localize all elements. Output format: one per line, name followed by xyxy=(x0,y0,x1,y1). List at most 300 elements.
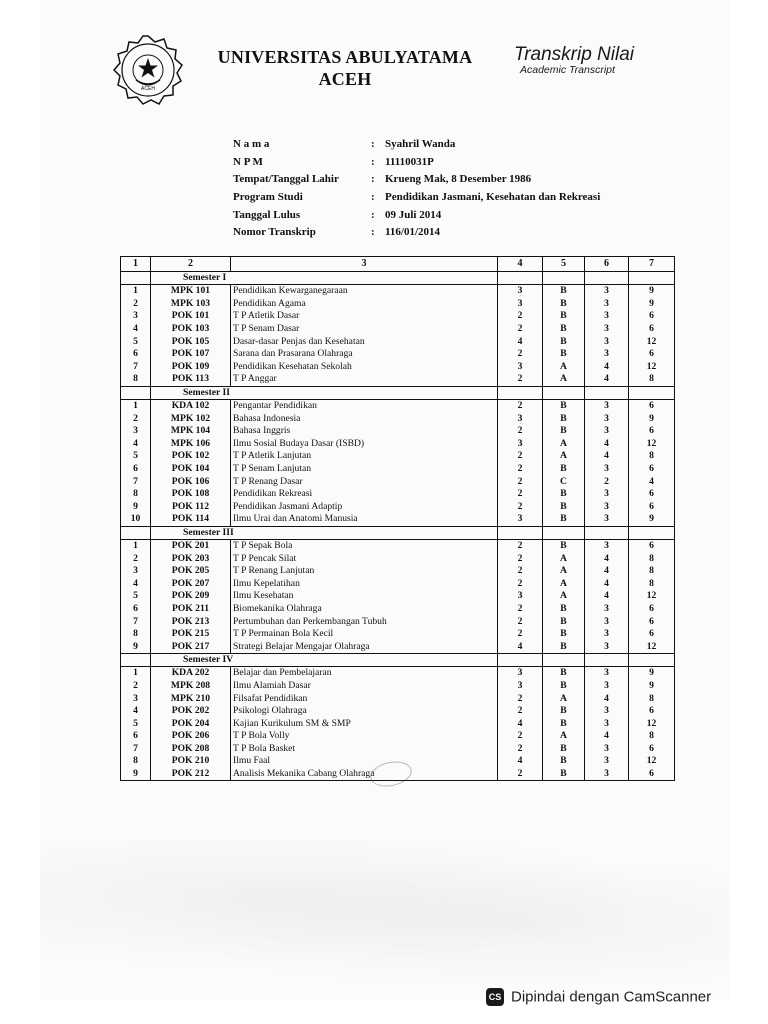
semester-title: Semester I xyxy=(151,272,498,285)
grade-point: 4 xyxy=(585,361,629,374)
info-value: 116/01/2014 xyxy=(385,226,441,239)
weighted-score: 6 xyxy=(629,425,675,438)
grade: B xyxy=(543,310,585,323)
grade: B xyxy=(543,501,585,514)
course-code: POK 211 xyxy=(151,603,231,616)
info-colon: : xyxy=(371,138,375,150)
grade: B xyxy=(543,603,585,616)
weighted-score: 8 xyxy=(629,730,675,743)
course-code: MPK 106 xyxy=(151,438,231,451)
weighted-score: 6 xyxy=(629,539,675,552)
row-number: 7 xyxy=(121,361,151,374)
info-label: N P M xyxy=(233,155,263,168)
credits: 2 xyxy=(498,488,543,501)
info-value: 11110031P xyxy=(385,155,434,168)
course-code: POK 105 xyxy=(151,335,231,348)
course-name: T P Senam Lanjutan xyxy=(231,463,498,476)
table-row xyxy=(121,348,675,361)
grade: B xyxy=(543,717,585,730)
weighted-score: 6 xyxy=(629,310,675,323)
weighted-score: 8 xyxy=(629,577,675,590)
credits: 2 xyxy=(498,577,543,590)
weighted-score: 6 xyxy=(629,615,675,628)
course-code: POK 209 xyxy=(151,590,231,603)
grade: B xyxy=(543,680,585,693)
course-name: Ilmu Sosial Budaya Dasar (ISBD) xyxy=(231,438,498,451)
weighted-score: 6 xyxy=(629,628,675,641)
grade-point: 3 xyxy=(585,615,629,628)
semester-header-row xyxy=(121,654,675,667)
course-code: POK 203 xyxy=(151,552,231,565)
credits: 3 xyxy=(498,361,543,374)
grade-point: 4 xyxy=(585,730,629,743)
camscanner-text: Dipindai dengan CamScanner xyxy=(511,988,712,1006)
course-code: POK 103 xyxy=(151,323,231,336)
table-row xyxy=(121,335,675,348)
credits: 2 xyxy=(498,475,543,488)
info-value: Pendidikan Jasmani, Kesehatan dan Rekreasi xyxy=(385,191,601,204)
course-code: MPK 210 xyxy=(151,692,231,705)
table-row xyxy=(121,285,675,298)
row-number: 10 xyxy=(121,513,151,526)
credits: 2 xyxy=(498,348,543,361)
grades-table xyxy=(120,256,675,781)
weighted-score: 12 xyxy=(629,755,675,768)
credits: 2 xyxy=(498,450,543,463)
weighted-score: 12 xyxy=(629,438,675,451)
university-name xyxy=(200,46,490,90)
row-number: 3 xyxy=(121,565,151,578)
course-code: POK 213 xyxy=(151,615,231,628)
credits: 4 xyxy=(498,717,543,730)
weighted-score: 6 xyxy=(629,603,675,616)
scan-shading xyxy=(40,840,730,980)
course-code: POK 109 xyxy=(151,361,231,374)
credits: 3 xyxy=(498,438,543,451)
row-number: 2 xyxy=(121,552,151,565)
grade: B xyxy=(543,488,585,501)
row-number: 9 xyxy=(121,640,151,653)
row-number: 5 xyxy=(121,590,151,603)
grade: B xyxy=(543,323,585,336)
grade-point: 4 xyxy=(585,565,629,578)
table-row xyxy=(121,640,675,653)
grade: B xyxy=(543,743,585,756)
grade: B xyxy=(543,463,585,476)
info-colon: : xyxy=(371,191,375,204)
weighted-score: 9 xyxy=(629,680,675,693)
grade-point: 3 xyxy=(585,667,629,680)
grade: A xyxy=(543,552,585,565)
university-seal-icon xyxy=(112,34,184,106)
course-code: POK 212 xyxy=(151,768,231,781)
course-name: Pendidikan Kesehatan Sekolah xyxy=(231,361,498,374)
transcript-title-block xyxy=(514,44,694,76)
row-number: 8 xyxy=(121,628,151,641)
grade: B xyxy=(543,667,585,680)
grade: B xyxy=(543,640,585,653)
table-row xyxy=(121,552,675,565)
row-number: 1 xyxy=(121,399,151,412)
row-number: 5 xyxy=(121,450,151,463)
table-row xyxy=(121,565,675,578)
grade: B xyxy=(543,425,585,438)
grade: B xyxy=(543,399,585,412)
course-code: POK 201 xyxy=(151,539,231,552)
course-name: Bahasa Inggris xyxy=(231,425,498,438)
university-name-line2: ACEH xyxy=(318,69,372,89)
course-code: POK 114 xyxy=(151,513,231,526)
credits: 4 xyxy=(498,640,543,653)
course-code: POK 112 xyxy=(151,501,231,514)
grade: B xyxy=(543,513,585,526)
course-name: T P Sepak Bola xyxy=(231,539,498,552)
course-name: Ilmu Urai dan Anatomi Manusia xyxy=(231,513,498,526)
semester-title: Semester IV xyxy=(151,654,498,667)
weighted-score: 9 xyxy=(629,285,675,298)
grade: B xyxy=(543,348,585,361)
table-row xyxy=(121,680,675,693)
grade-point: 4 xyxy=(585,577,629,590)
grade: A xyxy=(543,361,585,374)
info-colon: : xyxy=(371,173,375,186)
column-header: 5 xyxy=(543,257,585,272)
row-number: 8 xyxy=(121,755,151,768)
semester-header-row xyxy=(121,526,675,539)
credits: 2 xyxy=(498,310,543,323)
info-value: Krueng Mak, 8 Desember 1986 xyxy=(385,173,532,186)
info-label: Tempat/Tanggal Lahir xyxy=(233,173,339,186)
table-row xyxy=(121,399,675,412)
row-number: 4 xyxy=(121,323,151,336)
course-code: POK 108 xyxy=(151,488,231,501)
row-number: 3 xyxy=(121,692,151,705)
credits: 2 xyxy=(498,768,543,781)
weighted-score: 6 xyxy=(629,399,675,412)
table-row xyxy=(121,475,675,488)
course-name: Analisis Mekanika Cabang Olahraga xyxy=(231,768,498,781)
row-number: 4 xyxy=(121,438,151,451)
course-code: POK 204 xyxy=(151,717,231,730)
grade-point: 4 xyxy=(585,590,629,603)
table-row xyxy=(121,705,675,718)
credits: 2 xyxy=(498,373,543,386)
credits: 3 xyxy=(498,298,543,311)
grade-point: 3 xyxy=(585,680,629,693)
course-code: POK 208 xyxy=(151,743,231,756)
course-name: T P Renang Lanjutan xyxy=(231,565,498,578)
course-code: POK 215 xyxy=(151,628,231,641)
credits: 2 xyxy=(498,628,543,641)
grade: B xyxy=(543,628,585,641)
grade-point: 3 xyxy=(585,717,629,730)
credits: 2 xyxy=(498,743,543,756)
weighted-score: 6 xyxy=(629,768,675,781)
grade-point: 3 xyxy=(585,501,629,514)
grade-point: 3 xyxy=(585,323,629,336)
camscanner-icon: CS xyxy=(486,988,504,1006)
course-code: POK 202 xyxy=(151,705,231,718)
row-number: 3 xyxy=(121,425,151,438)
weighted-score: 8 xyxy=(629,692,675,705)
grade: A xyxy=(543,565,585,578)
grade-point: 4 xyxy=(585,552,629,565)
grade: B xyxy=(543,412,585,425)
course-name: Pendidikan Jasmani Adaptip xyxy=(231,501,498,514)
weighted-score: 8 xyxy=(629,450,675,463)
table-row xyxy=(121,373,675,386)
grade-point: 4 xyxy=(585,438,629,451)
course-code: POK 113 xyxy=(151,373,231,386)
transcript-subtitle: Academic Transcript xyxy=(520,64,615,76)
semester-header-row xyxy=(121,386,675,399)
row-number: 5 xyxy=(121,335,151,348)
table-row xyxy=(121,667,675,680)
course-name: Ilmu Alamiah Dasar xyxy=(231,680,498,693)
grade: B xyxy=(543,298,585,311)
seal-text: ACEH xyxy=(141,86,155,92)
course-code: POK 205 xyxy=(151,565,231,578)
table-row xyxy=(121,425,675,438)
table-row xyxy=(121,323,675,336)
course-name: Pertumbuhan dan Perkembangan Tubuh xyxy=(231,615,498,628)
weighted-score: 9 xyxy=(629,298,675,311)
table-row xyxy=(121,717,675,730)
row-number: 8 xyxy=(121,373,151,386)
row-number: 6 xyxy=(121,603,151,616)
info-value: Syahril Wanda xyxy=(385,138,456,150)
credits: 3 xyxy=(498,513,543,526)
grade: A xyxy=(543,730,585,743)
info-colon: : xyxy=(371,226,375,239)
weighted-score: 9 xyxy=(629,412,675,425)
grade-point: 3 xyxy=(585,513,629,526)
course-name: Pendidikan Agama xyxy=(231,298,498,311)
camscanner-watermark xyxy=(486,988,711,1006)
course-name: T P Bola Basket xyxy=(231,743,498,756)
row-number: 4 xyxy=(121,705,151,718)
row-number: 1 xyxy=(121,285,151,298)
course-name: Dasar-dasar Penjas dan Kesehatan xyxy=(231,335,498,348)
row-number: 5 xyxy=(121,717,151,730)
transcript-title: Transkrip Nilai xyxy=(514,44,635,65)
table-row xyxy=(121,501,675,514)
grade-point: 3 xyxy=(585,488,629,501)
info-colon: : xyxy=(371,208,375,221)
course-code: POK 206 xyxy=(151,730,231,743)
grade: A xyxy=(543,577,585,590)
weighted-score: 9 xyxy=(629,667,675,680)
table-row xyxy=(121,513,675,526)
course-name: Pendidikan Rekreasi xyxy=(231,488,498,501)
credits: 2 xyxy=(498,425,543,438)
column-header: 7 xyxy=(629,257,675,272)
table-row xyxy=(121,412,675,425)
credits: 3 xyxy=(498,412,543,425)
semester-title: Semester II xyxy=(151,386,498,399)
course-code: MPK 104 xyxy=(151,425,231,438)
weighted-score: 6 xyxy=(629,501,675,514)
grade-point: 4 xyxy=(585,450,629,463)
row-number: 6 xyxy=(121,348,151,361)
course-name: Strategi Belajar Mengajar Olahraga xyxy=(231,640,498,653)
grade: B xyxy=(543,768,585,781)
course-code: POK 102 xyxy=(151,450,231,463)
grade-point: 3 xyxy=(585,768,629,781)
table-row xyxy=(121,615,675,628)
grade-point: 3 xyxy=(585,310,629,323)
row-number: 6 xyxy=(121,730,151,743)
grade-point: 3 xyxy=(585,399,629,412)
grade-point: 3 xyxy=(585,335,629,348)
column-header: 2 xyxy=(151,257,231,272)
credits: 2 xyxy=(498,615,543,628)
row-number: 7 xyxy=(121,615,151,628)
info-value: 09 Juli 2014 xyxy=(385,208,442,221)
table-row xyxy=(121,488,675,501)
column-header: 1 xyxy=(121,257,151,272)
column-header: 6 xyxy=(585,257,629,272)
weighted-score: 12 xyxy=(629,590,675,603)
weighted-score: 8 xyxy=(629,565,675,578)
credits: 2 xyxy=(498,730,543,743)
column-header: 3 xyxy=(231,257,498,272)
grade-point: 3 xyxy=(585,640,629,653)
table-row xyxy=(121,590,675,603)
semester-title: Semester III xyxy=(151,526,498,539)
course-name: T P Pencak Silat xyxy=(231,552,498,565)
weighted-score: 12 xyxy=(629,717,675,730)
grade-point: 4 xyxy=(585,692,629,705)
credits: 3 xyxy=(498,680,543,693)
course-name: Belajar dan Pembelajaran xyxy=(231,667,498,680)
grade: A xyxy=(543,373,585,386)
credits: 4 xyxy=(498,755,543,768)
grade: B xyxy=(543,615,585,628)
credits: 2 xyxy=(498,501,543,514)
credits: 2 xyxy=(498,463,543,476)
credits: 2 xyxy=(498,399,543,412)
credits: 2 xyxy=(498,705,543,718)
grade-point: 3 xyxy=(585,743,629,756)
grade: B xyxy=(543,755,585,768)
course-name: Pengantar Pendidikan xyxy=(231,399,498,412)
course-code: POK 106 xyxy=(151,475,231,488)
course-code: POK 104 xyxy=(151,463,231,476)
grade: A xyxy=(543,590,585,603)
weighted-score: 12 xyxy=(629,361,675,374)
weighted-score: 6 xyxy=(629,743,675,756)
table-row xyxy=(121,577,675,590)
course-name: T P Atletik Lanjutan xyxy=(231,450,498,463)
course-name: T P Permainan Bola Kecil xyxy=(231,628,498,641)
course-code: POK 107 xyxy=(151,348,231,361)
row-number: 2 xyxy=(121,680,151,693)
grade-point: 2 xyxy=(585,475,629,488)
course-code: POK 101 xyxy=(151,310,231,323)
course-name: Bahasa Indonesia xyxy=(231,412,498,425)
grade-point: 3 xyxy=(585,463,629,476)
course-name: Filsafat Pendidikan xyxy=(231,692,498,705)
credits: 2 xyxy=(498,565,543,578)
table-row xyxy=(121,603,675,616)
grade-point: 3 xyxy=(585,425,629,438)
row-number: 7 xyxy=(121,743,151,756)
table-row xyxy=(121,438,675,451)
course-code: KDA 202 xyxy=(151,667,231,680)
table-row xyxy=(121,692,675,705)
grade: A xyxy=(543,438,585,451)
table-row xyxy=(121,463,675,476)
course-name: T P Bola Volly xyxy=(231,730,498,743)
weighted-score: 6 xyxy=(629,705,675,718)
table-row xyxy=(121,743,675,756)
grade: B xyxy=(543,335,585,348)
grade: B xyxy=(543,285,585,298)
credits: 2 xyxy=(498,692,543,705)
row-number: 9 xyxy=(121,768,151,781)
column-header: 4 xyxy=(498,257,543,272)
table-row xyxy=(121,310,675,323)
weighted-score: 12 xyxy=(629,335,675,348)
credits: 2 xyxy=(498,323,543,336)
grade-point: 3 xyxy=(585,603,629,616)
course-name: T P Senam Dasar xyxy=(231,323,498,336)
info-label: Program Studi xyxy=(233,191,303,204)
course-name: T P Anggar xyxy=(231,373,498,386)
row-number: 2 xyxy=(121,412,151,425)
course-code: MPK 103 xyxy=(151,298,231,311)
grade-point: 3 xyxy=(585,539,629,552)
course-code: POK 217 xyxy=(151,640,231,653)
grade-point: 3 xyxy=(585,285,629,298)
weighted-score: 4 xyxy=(629,475,675,488)
credits: 3 xyxy=(498,667,543,680)
grade-point: 3 xyxy=(585,412,629,425)
credits: 4 xyxy=(498,335,543,348)
table-row xyxy=(121,298,675,311)
grade-point: 3 xyxy=(585,298,629,311)
grade: A xyxy=(543,450,585,463)
grade: B xyxy=(543,539,585,552)
course-name: Ilmu Kesehatan xyxy=(231,590,498,603)
course-name: Sarana dan Prasarana Olahraga xyxy=(231,348,498,361)
course-name: T P Renang Dasar xyxy=(231,475,498,488)
course-code: KDA 102 xyxy=(151,399,231,412)
weighted-score: 12 xyxy=(629,640,675,653)
university-name-line1: UNIVERSITAS ABULYATAMA xyxy=(217,47,473,67)
weighted-score: 6 xyxy=(629,488,675,501)
grade: C xyxy=(543,475,585,488)
credits: 2 xyxy=(498,552,543,565)
grade-point: 3 xyxy=(585,755,629,768)
table-header-row xyxy=(121,257,675,272)
table-row xyxy=(121,450,675,463)
semester-header-row xyxy=(121,272,675,285)
grade-point: 4 xyxy=(585,373,629,386)
course-code: POK 207 xyxy=(151,577,231,590)
credits: 2 xyxy=(498,603,543,616)
weighted-score: 8 xyxy=(629,373,675,386)
course-name: T P Atletik Dasar xyxy=(231,310,498,323)
course-code: MPK 208 xyxy=(151,680,231,693)
weighted-score: 8 xyxy=(629,552,675,565)
course-name: Ilmu Faal xyxy=(231,755,498,768)
grade-point: 3 xyxy=(585,705,629,718)
credits: 3 xyxy=(498,285,543,298)
grade: A xyxy=(543,692,585,705)
grade-point: 3 xyxy=(585,628,629,641)
